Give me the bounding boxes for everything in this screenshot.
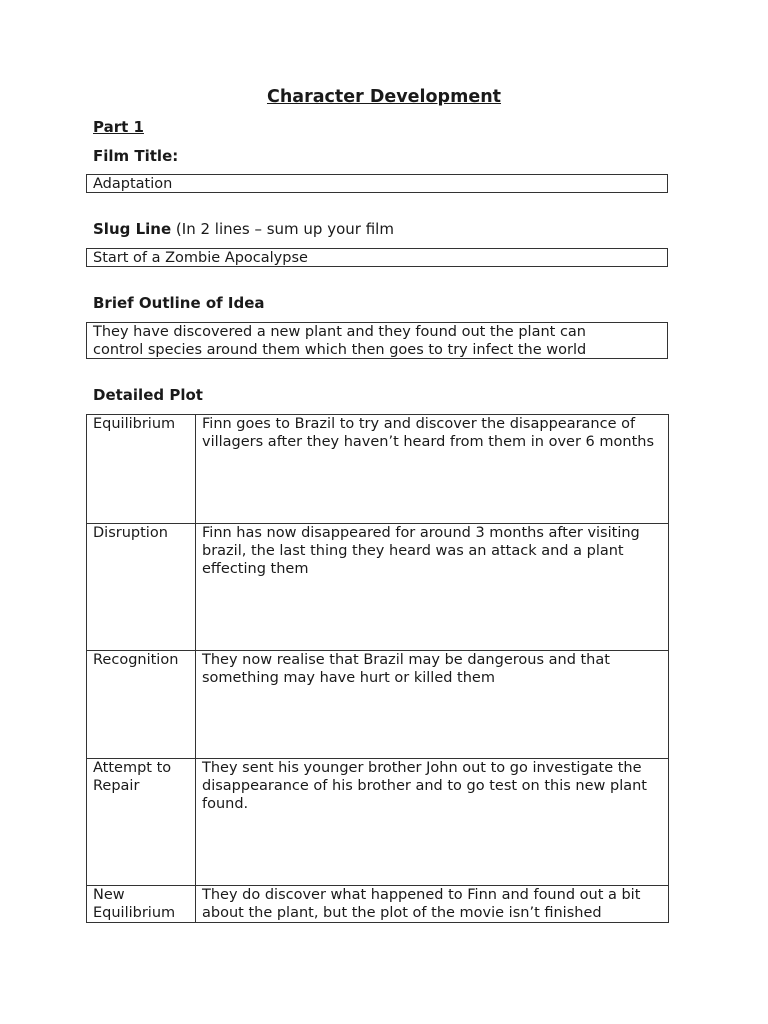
plot-text: Finn goes to Brazil to try and discover the disappearance of villagers after they haven’t heard from them in over 6 months <box>196 415 669 524</box>
plot-stage: Disruption <box>87 524 196 651</box>
slug-line-label <box>93 219 394 239</box>
plot-text: They sent his younger brother John out to go investigate the disappearance of his brother and to go test on this new plant found. <box>196 759 669 886</box>
film-title-label <box>93 146 178 166</box>
plot-row-equilibrium <box>87 415 669 524</box>
part-heading: Part 1 <box>93 118 144 136</box>
detailed-plot-label <box>93 385 203 405</box>
plot-row-new-equilibrium <box>87 886 669 923</box>
detailed-plot-table <box>86 414 669 923</box>
document-title: Character Development <box>266 87 502 107</box>
plot-text: Finn has now disappeared for around 3 months after visiting brazil, the last thing they heard was an attack and a plant effecting them <box>196 524 669 651</box>
outline-value-line1: They have discovered a new plant and they found out the plant can <box>93 324 586 340</box>
outline-box <box>86 322 668 359</box>
plot-stage: Recognition <box>87 651 196 759</box>
slug-line-hint: (In 2 lines – sum up your film <box>175 220 394 238</box>
plot-row-attempt-to-repair <box>87 759 669 886</box>
film-title-box <box>86 174 668 193</box>
film-title-label-text: Film Title: <box>93 147 179 165</box>
plot-stage: New Equilibrium <box>87 886 196 923</box>
slug-line-box <box>86 248 668 267</box>
plot-text: They do discover what happened to Finn and found out a bit about the plant, but the plot of the movie isn’t finished <box>196 886 669 923</box>
plot-stage: Attempt to Repair <box>87 759 196 886</box>
detailed-plot-label-text: Detailed Plot <box>93 386 203 404</box>
film-title-value: Adaptation <box>93 176 173 192</box>
plot-stage: Equilibrium <box>87 415 196 524</box>
slug-line-label-text: Slug Line <box>93 220 172 238</box>
plot-row-disruption <box>87 524 669 651</box>
plot-row-recognition <box>87 651 669 759</box>
outline-label-text: Brief Outline of Idea <box>93 294 265 312</box>
outline-value-line2: control species around them which then goes to try infect the world <box>93 342 587 358</box>
outline-label <box>93 293 265 313</box>
plot-text: They now realise that Brazil may be dangerous and that something may have hurt or killed them <box>196 651 669 759</box>
slug-line-value: Start of a Zombie Apocalypse <box>93 250 308 266</box>
